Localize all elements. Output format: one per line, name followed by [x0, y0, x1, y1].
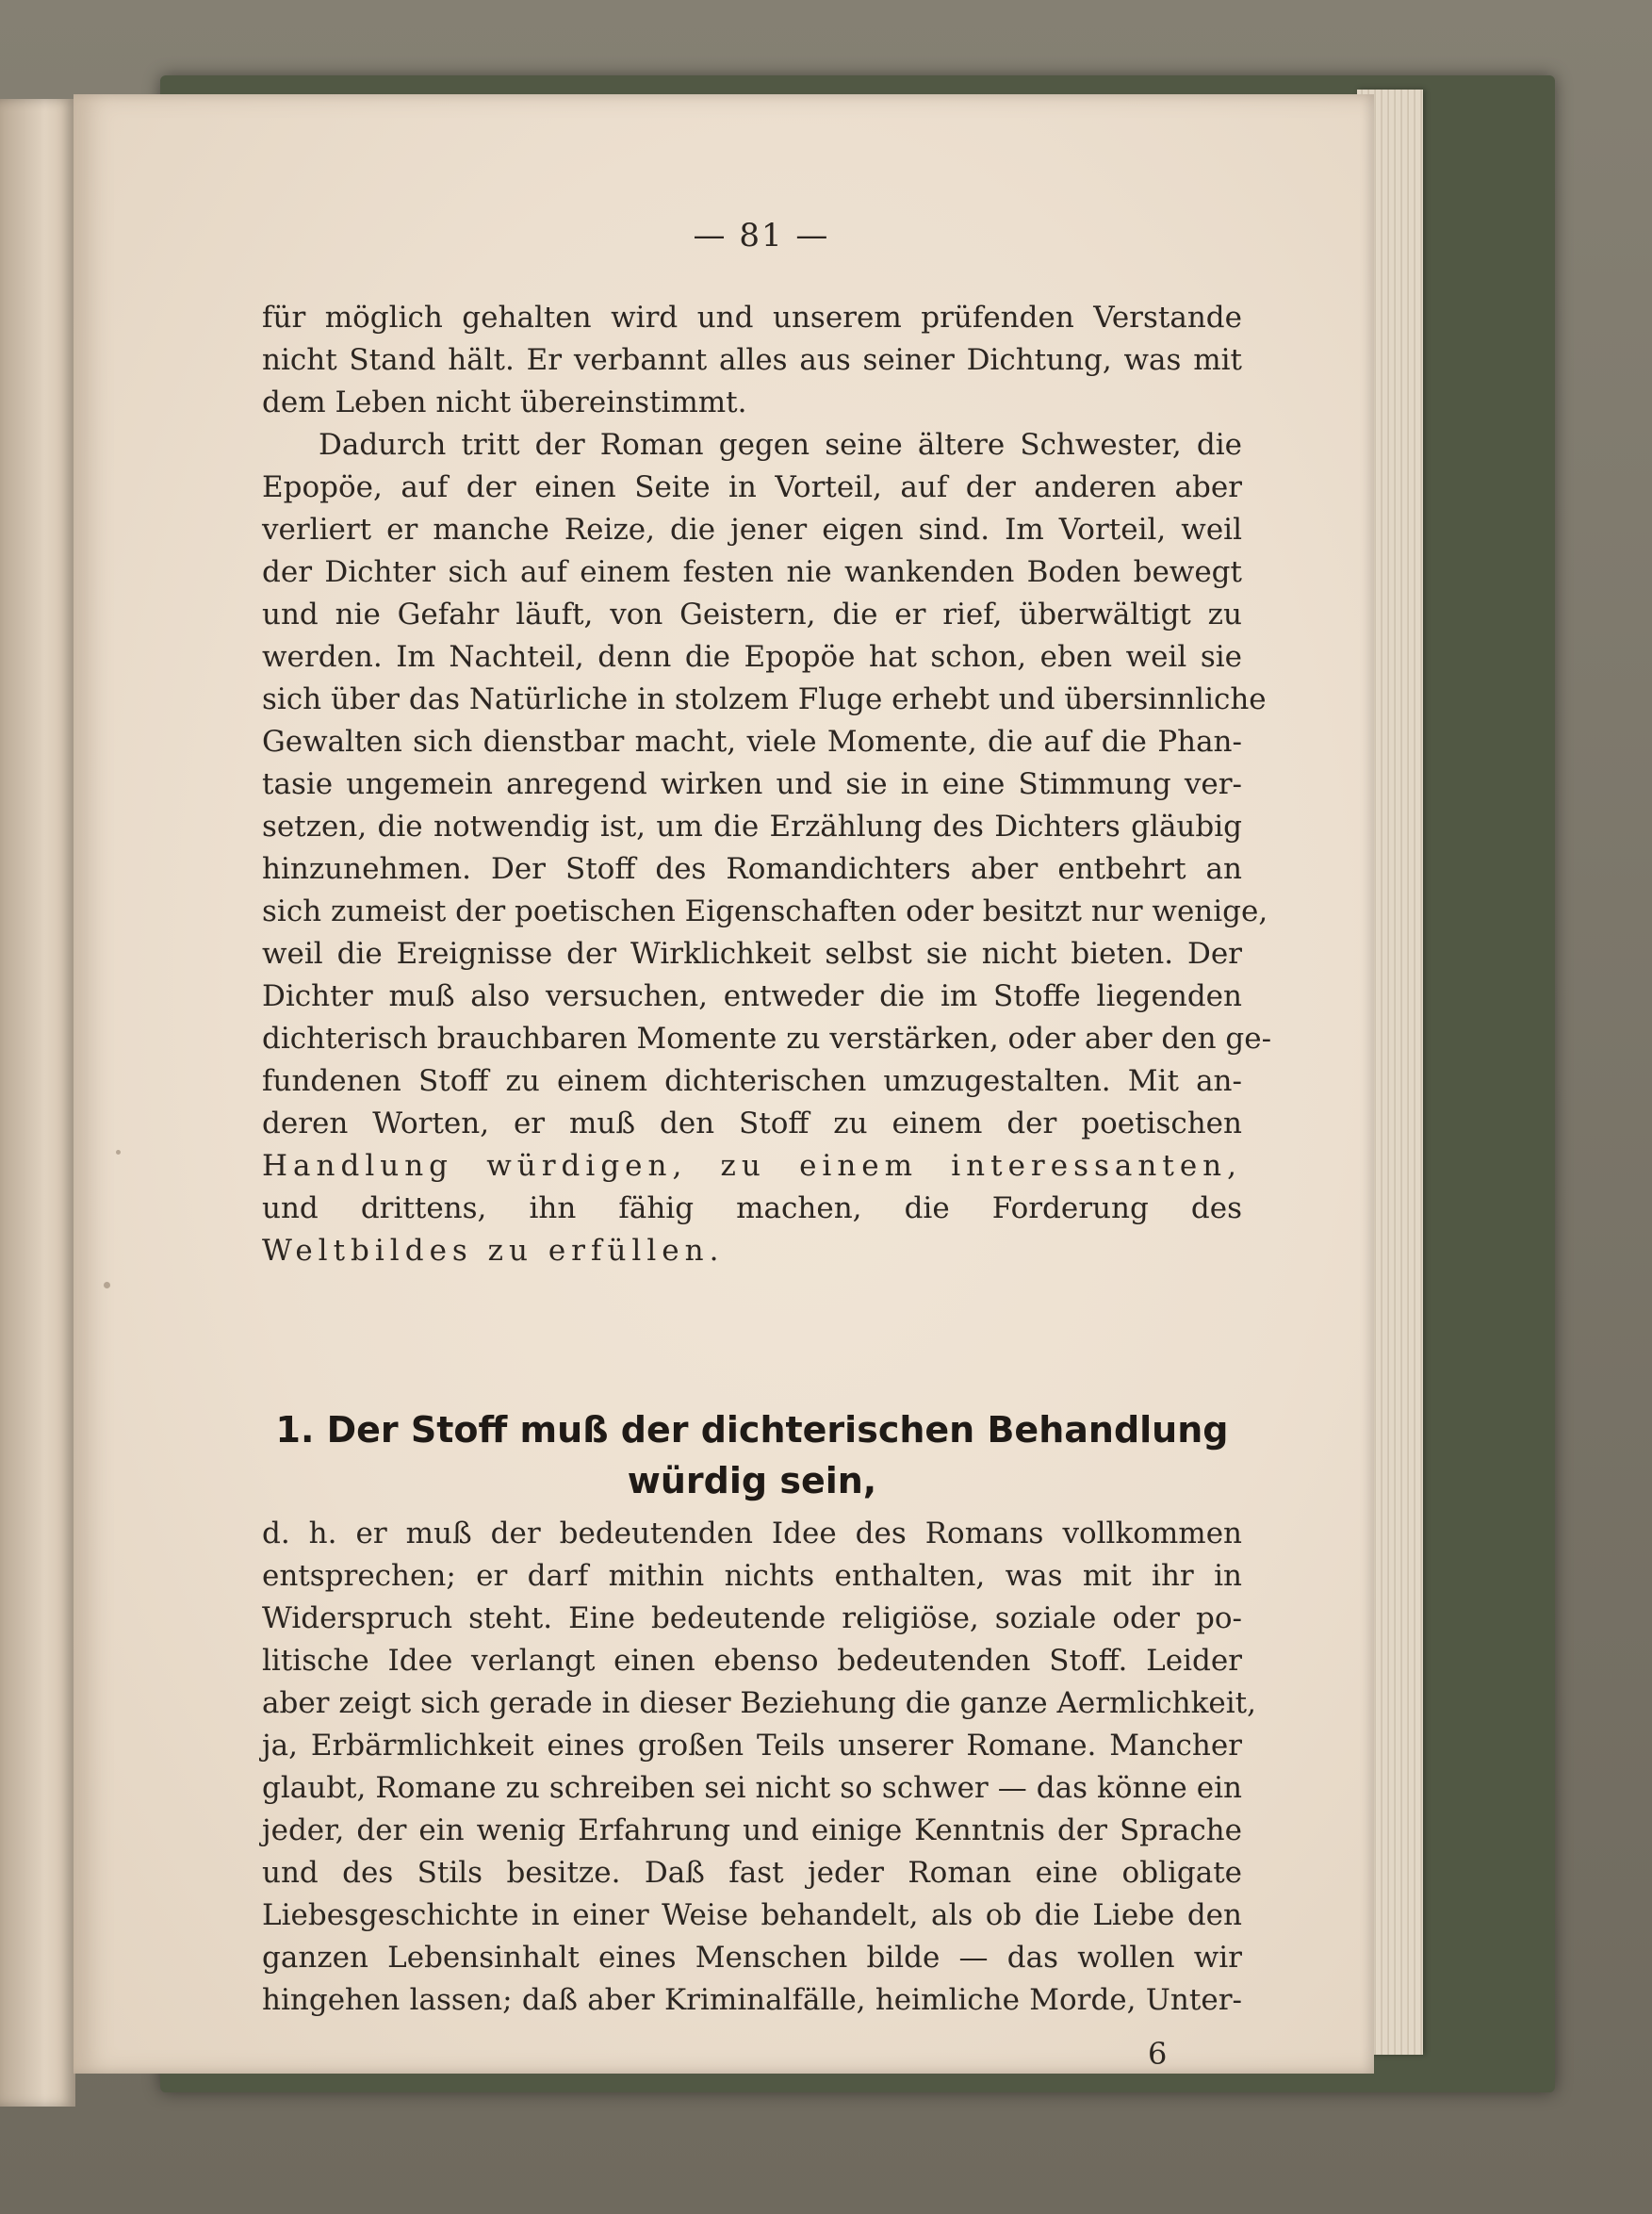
text-line: Gewalten sich dienstbar macht, viele Momente, die auf die Phan-: [262, 725, 1242, 759]
text-line: jeder, der ein wenig Erfahrung und einige Kenntnis der Sprache: [262, 1813, 1242, 1847]
text-line: der Dichter sich auf einem festen nie wankenden Boden bewegt: [262, 555, 1242, 589]
text-line: werden. Im Nachteil, denn die Epopöe hat schon, eben weil sie: [262, 640, 1242, 674]
text-line: glaubt, Romane zu schreiben sei nicht so schwer — das könne ein: [262, 1771, 1242, 1805]
text-line: hinzunehmen. Der Stoff des Romandichters aber entbehrt an: [262, 852, 1242, 886]
text-line: entsprechen; er darf mithin nichts enthalten, was mit ihr in: [262, 1559, 1242, 1593]
text-line: setzen, die notwendig ist, um die Erzählung des Dichters gläubig: [262, 810, 1242, 844]
text-line: Handlung würdigen, zu einem interessanten,: [262, 1149, 1242, 1183]
text-line: verliert er manche Reize, die jener eigen sind. Im Vorteil, weil: [262, 513, 1242, 547]
text-line: fundenen Stoff zu einem dichterischen umzugestalten. Mit an-: [262, 1064, 1242, 1098]
left-page-edge: [0, 99, 75, 2107]
text-line: für möglich gehalten wird und unserem prüfenden Verstande: [262, 301, 1242, 335]
text-line: deren Worten, er muß den Stoff zu einem der poetischen: [262, 1107, 1242, 1140]
text-line: sich über das Natürliche in stolzem Fluge erhebt und übersinnliche: [262, 682, 1267, 716]
heading-line: 1. Der Stoff muß der dichterischen Behandlung: [275, 1409, 1229, 1451]
signature-mark: 6: [1148, 2036, 1168, 2072]
text-line: aber zeigt sich gerade in dieser Beziehung die ganze Aermlichkeit,: [262, 1686, 1256, 1720]
text-line: dem Leben nicht übereinstimmt.: [262, 385, 747, 419]
text-line: ja, Erbärmlichkeit eines großen Teils unserer Romane. Mancher: [262, 1729, 1242, 1763]
text-line: Dadurch tritt der Roman gegen seine ältere Schwester, die: [319, 428, 1242, 462]
section-heading: [262, 1404, 1242, 1506]
text-line: ganzen Lebensinhalt eines Menschen bilde — das wollen wir: [262, 1941, 1242, 1975]
text-line: d. h. er muß der bedeutenden Idee des Romans vollkommen: [262, 1517, 1242, 1550]
text-line: und des Stils besitze. Daß fast jeder Roman eine obligate: [262, 1856, 1242, 1890]
paper-spot: [104, 1282, 110, 1288]
text-line: und drittens, ihn fähig machen, die Forderung des: [262, 1191, 1242, 1225]
text-line: nicht Stand hält. Er verbannt alles aus seiner Dichtung, was mit: [262, 343, 1242, 377]
paper-spot: [116, 1150, 121, 1155]
text-line: litische Idee verlangt einen ebenso bedeutenden Stoff. Leider: [262, 1644, 1242, 1678]
text-line: Epopöe, auf der einen Seite in Vorteil, auf der anderen aber: [262, 470, 1242, 504]
paragraph-1: [262, 297, 1242, 424]
paragraph-2: [262, 424, 1272, 1272]
paragraph-3: [262, 1513, 1256, 2022]
text-line: tasie ungemein anregend wirken und sie in eine Stimmung ver-: [262, 767, 1242, 801]
text-line: Liebesgeschichte in einer Weise behandelt, als ob die Liebe den: [262, 1898, 1242, 1932]
text-line: Widerspruch steht. Eine bedeutende religiöse, soziale oder po-: [262, 1601, 1242, 1635]
book-page: [74, 94, 1374, 2074]
text-line: Dichter muß also versuchen, entweder die im Stoffe liegenden: [262, 979, 1242, 1013]
text-line: weil die Ereignisse der Wirklichkeit selbst sie nicht bieten. Der: [262, 937, 1242, 971]
heading-line: würdig sein,: [627, 1460, 877, 1501]
text-line: dichterisch brauchbaren Momente zu verstärken, oder aber den ge-: [262, 1022, 1272, 1056]
text-line: sich zumeist der poetischen Eigenschaften oder besitzt nur wenige,: [262, 894, 1268, 928]
page-number: — 81 —: [693, 217, 830, 254]
text-line: hingehen lassen; daß aber Kriminalfälle, heimliche Morde, Unter-: [262, 1983, 1242, 2017]
text-line: und nie Gefahr läuft, von Geistern, die er rief, überwältigt zu: [262, 598, 1242, 631]
text-line: Weltbildes zu erfüllen.: [262, 1234, 725, 1268]
